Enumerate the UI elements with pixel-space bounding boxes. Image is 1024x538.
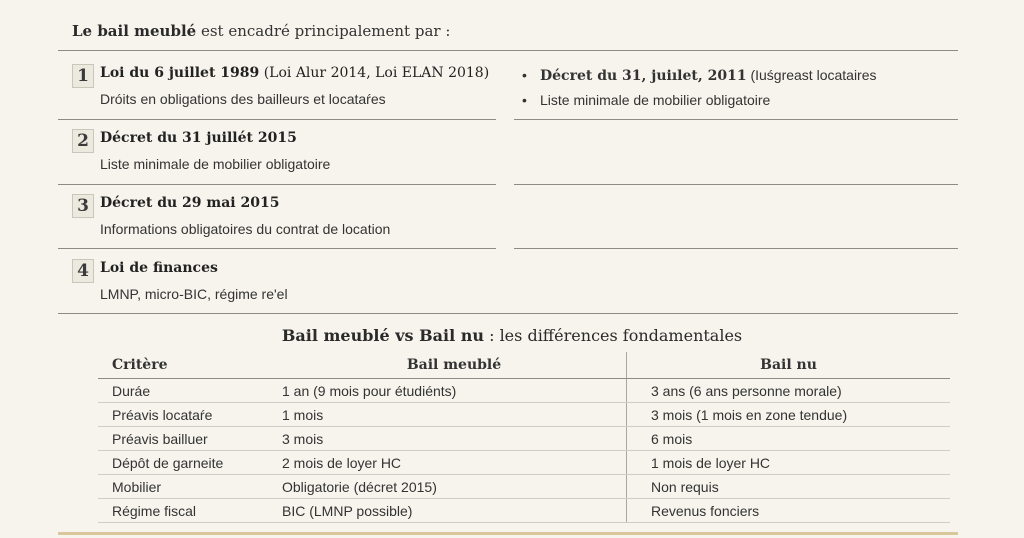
cell-criterion: Préavis bailluer <box>98 427 282 451</box>
cell-unfurnished: Non requis <box>627 475 951 499</box>
item-number: 4 <box>72 259 94 283</box>
table-row <box>98 403 950 427</box>
section-divider <box>58 313 958 314</box>
cell-furnished: 2 mois de loyer HC <box>282 451 627 475</box>
cell-criterion: Préavis locataŕe <box>98 403 282 427</box>
item-divider <box>58 248 496 249</box>
intro-text <box>72 22 450 40</box>
item-title: Loi du 6 juillet 1989 (Loi Alur 2014, Loi ELAN 2018) <box>100 65 490 81</box>
cell-furnished: Obligatorie (décret 2015) <box>282 475 627 499</box>
header-furnished: Bail meublé <box>282 352 627 379</box>
side-bullet-2: • Liste minimale de mobilier obligatoire <box>520 91 877 116</box>
item-number: 3 <box>72 194 94 218</box>
cell-unfurnished: 3 mois (1 mois en zone tendue) <box>627 403 951 427</box>
table-row <box>98 475 950 499</box>
intro-rest: est encadré principalement par : <box>196 22 451 40</box>
side-divider <box>514 119 958 120</box>
item-divider <box>58 119 496 120</box>
side-divider <box>514 184 958 185</box>
intro-bold: Le bail meublé <box>72 22 197 40</box>
side-bullet-1: • Décret du 31, juiılet, 2011 (Iuśgreast locataires <box>520 66 877 91</box>
bottom-accent-bar <box>58 532 958 535</box>
table-row <box>98 379 950 403</box>
item-title: Loi de finances <box>100 260 218 276</box>
top-divider <box>58 50 958 51</box>
cell-criterion: Mobilier <box>98 475 282 499</box>
cell-unfurnished: Revenus fonciers <box>627 499 951 523</box>
table-title: Bail meublé vs Bail nu : les différences fondamentales <box>281 326 743 345</box>
table-row <box>98 499 950 523</box>
table-row <box>98 451 950 475</box>
cell-furnished: BIC (LMNP possible) <box>282 499 627 523</box>
cell-criterion: Duráe <box>98 379 282 403</box>
item-description: Liste minimale de mobilier obligatoire <box>100 156 331 172</box>
item-divider <box>58 184 496 185</box>
cell-furnished: 1 an (9 mois pour étudiénts) <box>282 379 627 403</box>
item-title: Décret du 29 mai 2015 <box>100 195 280 211</box>
item-description: Informations obligatoires du contrat de location <box>100 221 391 237</box>
item-number: 1 <box>72 64 94 88</box>
cell-furnished: 1 mois <box>282 403 627 427</box>
item-description: Dróits en obligations des bailleurs et locataŕes <box>100 91 386 107</box>
header-unfurnished: Bail nu <box>627 352 951 379</box>
comparison-table <box>98 352 950 523</box>
item-title: Décret du 31 juillét 2015 <box>100 130 297 146</box>
item-description: LMNP, micro-BIC, régime re'el <box>100 286 288 302</box>
table-header-row <box>98 352 950 379</box>
cell-criterion: Dépôt de garneite <box>98 451 282 475</box>
side-divider <box>514 248 958 249</box>
cell-criterion: Régime fiscal <box>98 499 282 523</box>
cell-furnished: 3 mois <box>282 427 627 451</box>
table-row <box>98 427 950 451</box>
item-number: 2 <box>72 129 94 153</box>
header-criterion: Critère <box>98 352 282 379</box>
cell-unfurnished: 6 mois <box>627 427 951 451</box>
cell-unfurnished: 1 mois de loyer HC <box>627 451 951 475</box>
side-bullet-list <box>520 66 877 116</box>
cell-unfurnished: 3 ans (6 ans personne morale) <box>627 379 951 403</box>
